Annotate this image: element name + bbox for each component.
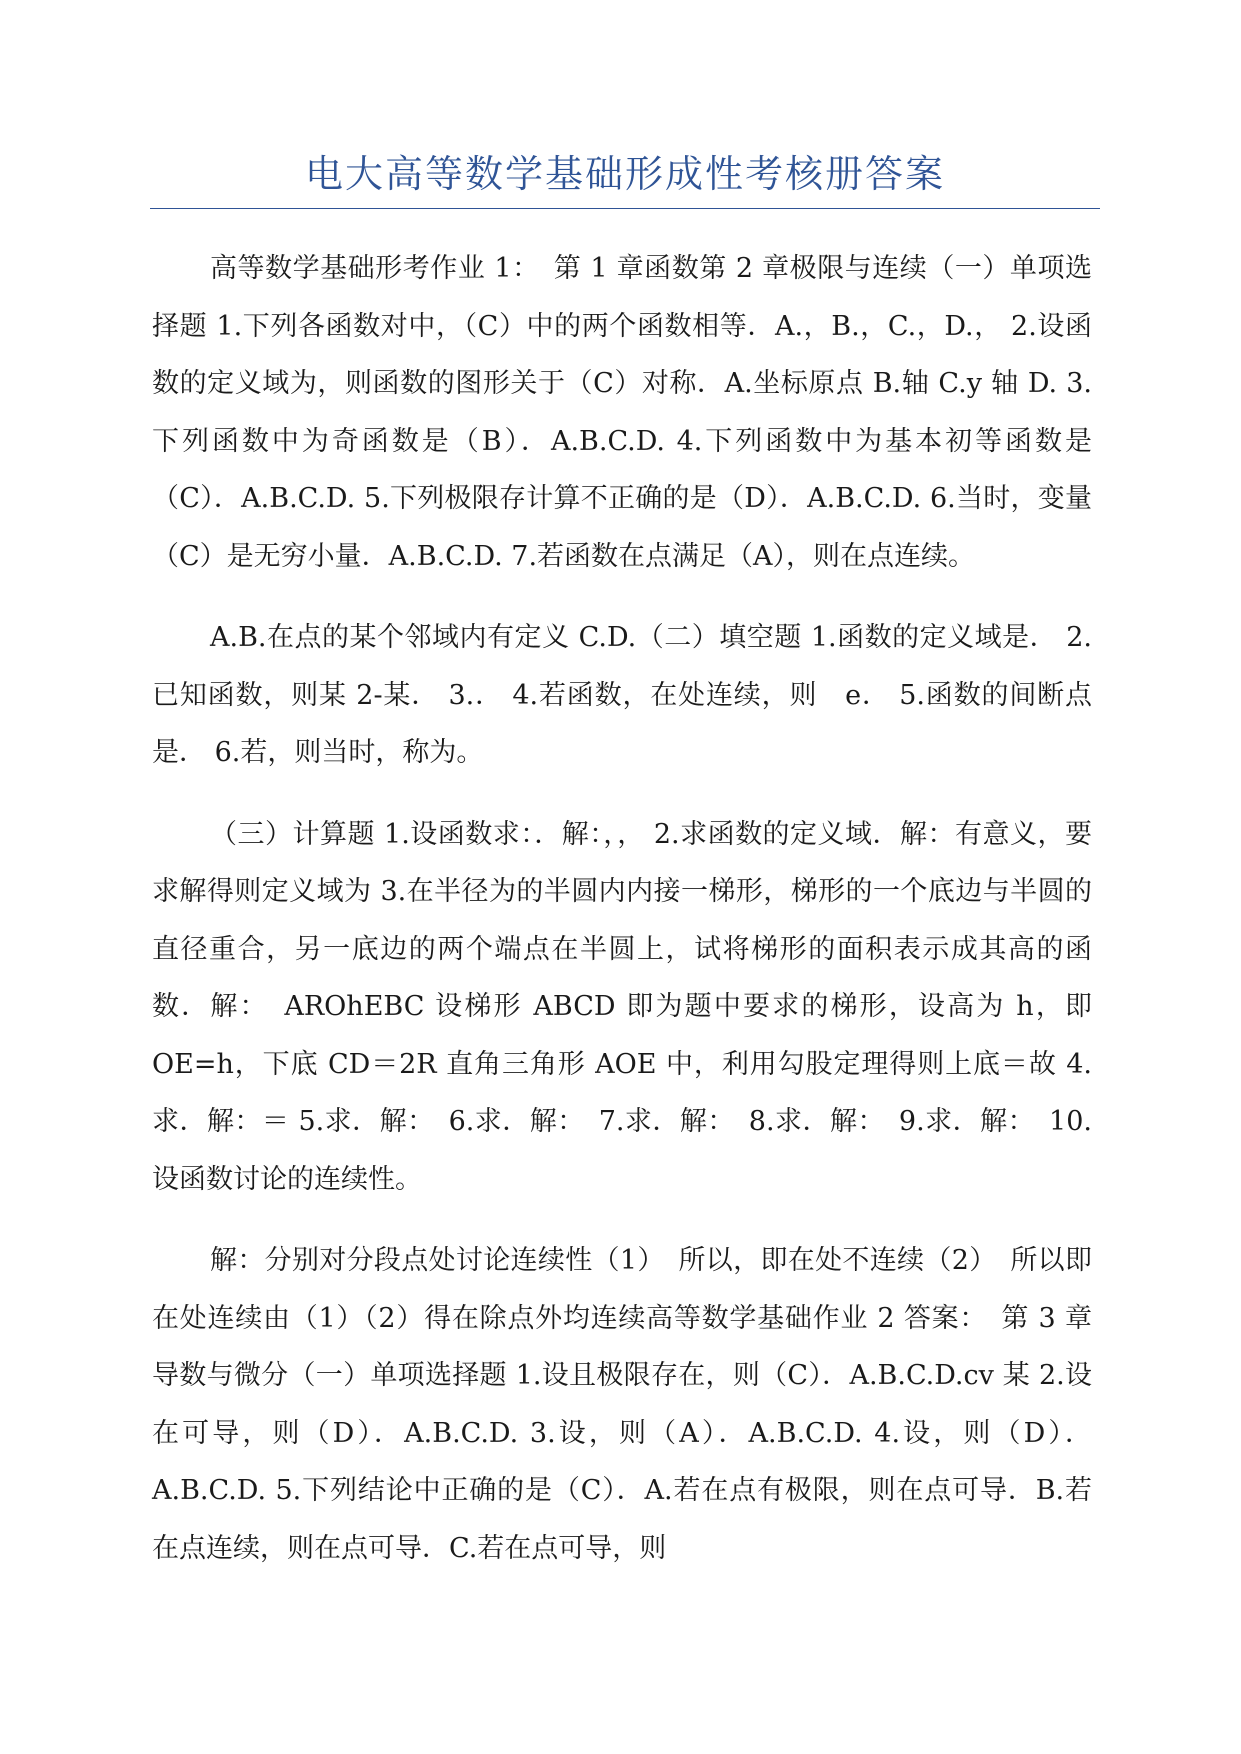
paragraph-4: 解：分别对分段点处讨论连续性（1） 所以，即在处不连续（2） 所以即在处连续由（1）（2）得在除点外均连续高等数学基础作业 2 答案： 第 3 章导数与微分（一）单项选择题 1.设且极限存在，则（C）．A.B.C.D.cv 某 2.设在可导，则（D）．A.B.C.D. 3.设，则（A）．A.B.C.D. 4.设，则（D）．A.B.C.D. 5.下列结论中正确的是（C）．A.若在点有极限，则在点可导．B.若在点连续，则在点可导．C.若在点可导，则 — [152, 1245, 1092, 1564]
document-title: 电大高等数学基础形成性考核册答案 — [304, 152, 945, 196]
document-body — [152, 240, 1092, 1601]
title-underline — [150, 208, 1100, 209]
paragraph-2: A.B.在点的某个邻域内有定义 C.D.（二）填空题 1.函数的定义域是． 2.已知函数，则某 2-某． 3.． 4.若函数，在处连续，则 e． 5.函数的间断点是． 6.若，则当时，称为。 — [152, 622, 1092, 768]
paragraph-3: （三）计算题 1.设函数求：．解：，， 2.求函数的定义域．解：有意义，要求解得则定义域为 3.在半径为的半圆内内接一梯形，梯形的一个底边与半圆的直径重合，另一底边的两个端点在半圆上，试将梯形的面积表示成其高的函数．解： AROhEBC 设梯形 ABCD 即为题中要求的梯形，设高为 h，即 OE=h，下底 CD＝2R 直角三角形 AOE 中，利用勾股定理得则上底＝故 4.求．解：＝ 5.求．解： 6.求．解： 7.求．解： 8.求．解： 9.求．解： 10.设函数讨论的连续性。 — [152, 818, 1092, 1195]
paragraph-1: 高等数学基础形考作业 1： 第 1 章函数第 2 章极限与连续（一）单项选择题 1.下列各函数对中，（C）中的两个函数相等．A.，B.，C.，D.， 2.设函数的定义域为，则函数的图形关于（C）对称．A.坐标原点 B.轴 C.y 轴 D. 3.下列函数中为奇函数是（B）．A.B.C.D. 4.下列函数中为基本初等函数是（C）．A.B.C.D. 5.下列极限存计算不正确的是（D）．A.B.C.D. 6.当时，变量（C）是无穷小量．A.B.C.D. 7.若函数在点满足（A），则在点连续。 — [152, 253, 1092, 572]
